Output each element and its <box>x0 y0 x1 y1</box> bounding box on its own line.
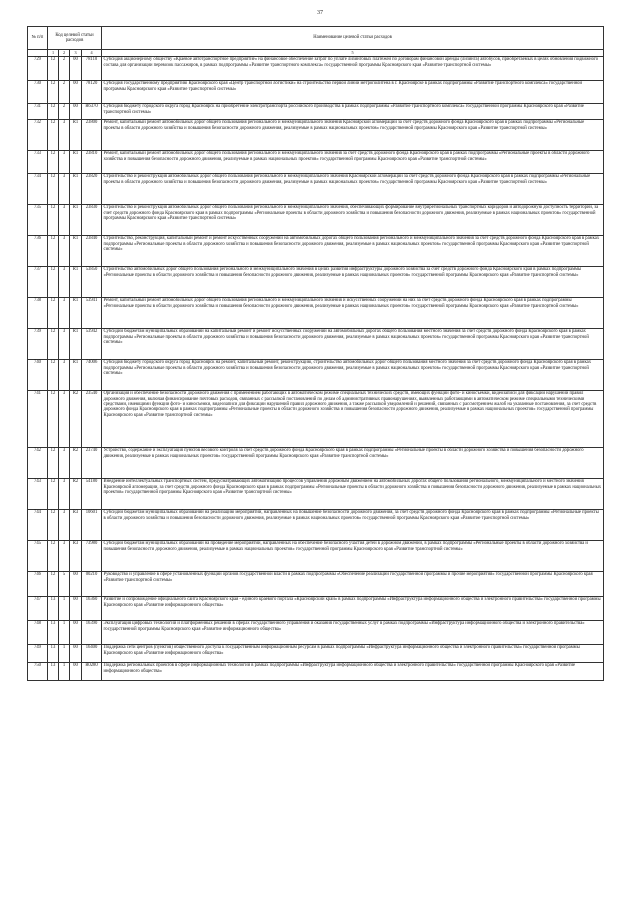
row-description: Строительство автомобильных дорог общего пользования регионального и межмуниципального значения в целях развития инфраструктуры дорожного хозяйства за счет средств дорожного фонда Красноярского края в рамках подпрограммы «Региональные проекты в области дорожного хозяйства и повышения безопасности дорожного движения, реализуемые в рамках национальных проектов» государственной программы Красноярского края «Развитие транспортной системы» <box>102 266 604 297</box>
row-description: Эксплуатация цифровых технологий и платформенных решений в сферах государственного управления и оказания государственных услуг в рамках подпрограммы «Инфраструктура информационного общества и электронного правительства» государственной программы Красноярского края «Развитие информационного общества» <box>102 620 604 644</box>
code-part-4: 10601 <box>82 509 102 540</box>
code-part-4: 16390 <box>82 620 102 644</box>
code-part-4: 78110 <box>82 56 102 80</box>
code-part-4: 53850 <box>82 266 102 297</box>
code-part-4: 78120 <box>82 80 102 103</box>
row-number: 729 <box>28 56 48 80</box>
row-number: 747 <box>28 596 48 620</box>
row-description: Строительство и реконструкция автомобильных дорог общего пользования регионального и межмуниципального значения, обеспечивающих формирование внутрирегиональных транспортных коридоров и автодорожную доступность территорий, за счет средств дорожного фонда Красноярского края в рамках подпрограммы «Региональные проекты в области дорожного хозяйства и повышения безопасности дорожного движения, реализуемые в рамках национальных проектов» государственной программы Красноярского края «Развитие транспортной системы» <box>102 204 604 235</box>
code-part-2: 2 <box>59 103 70 119</box>
code-part-1: 12 <box>48 571 59 596</box>
table-row <box>28 173 604 204</box>
table-row <box>28 204 604 235</box>
column-number: 4 <box>82 50 102 57</box>
row-number: 733 <box>28 150 48 173</box>
code-part-1: 12 <box>48 540 59 571</box>
row-description: Ремонт, капитальный ремонт автомобильных дорог общего пользования регионального и межмуниципального значения и искусственных сооружений на них за счет средств дорожного фонда Красноярского края в рамках подпрограммы «Региональные проекты в области дорожного хозяйства и повышения безопасности дорожного движения, реализуемые в рамках национальных проектов» государственной программы Красноярского края «Развитие транспортной системы» <box>102 297 604 328</box>
row-description: Субсидия акционерному обществу «Краевое автотранспортное предприятие» на финансовое обеспечение затрат по уплате лизинговых платежей по договорам финансовой аренды (лизинга) автобусов, приобретаемых в целях обновления подвижного состава для организации перевозок пассажиров, в рамках подпрограммы «Развитие транспортного комплекса» государственной программы Красноярского края «Развитие транспортной системы» <box>102 56 604 80</box>
code-part-1: 13 <box>48 662 59 680</box>
code-part-4: 00210 <box>82 571 102 596</box>
table-row <box>28 447 604 478</box>
code-part-2: 3 <box>59 328 70 359</box>
code-part-2: 1 <box>59 620 70 644</box>
row-number: 737 <box>28 266 48 297</box>
row-number: 738 <box>28 297 48 328</box>
code-part-1: 13 <box>48 596 59 620</box>
row-description: Строительство, реконструкция, капитальный ремонт и ремонт искусственных сооружений на автомобильных дорогах общего пользования регионального и межмуниципального значения за счет средств дорожного фонда Красноярского края в рамках подпрограммы «Региональные проекты в области дорожного хозяйства и повышения безопасности дорожного движения, реализуемые в рамках национальных проектов» государственной программы Красноярского края «Развитие транспортной системы» <box>102 235 604 266</box>
row-description: Внедрение интеллектуальных транспортных систем, предусматривающих автоматизацию процессов управления дорожным движением на автомобильных дорогах общего пользования регионального, межмуниципального и местного значения Красноярской агломерации, за счет средств дорожного фонда Красноярского края в рамках подпрограммы «Региональные проекты в области дорожного хозяйства и повышения безопасности дорожного движения, реализуемые в рамках национальных проектов» государственной программы Красноярского края «Развитие транспортной системы» <box>102 478 604 509</box>
code-part-1: 12 <box>48 509 59 540</box>
row-description: Руководство и управление в сфере установленных функций органов государственной власти в рамках подпрограммы «Обеспечение реализации государственной программы и прочие мероприятия» государственной программы Красноярского края «Развитие транспортной системы» <box>102 571 604 596</box>
code-part-2: 3 <box>59 119 70 150</box>
code-part-1: 12 <box>48 173 59 204</box>
code-part-1: 12 <box>48 235 59 266</box>
code-part-2: 3 <box>59 509 70 540</box>
code-part-3: R1 <box>70 150 82 173</box>
code-part-4: 23830 <box>82 204 102 235</box>
column-number <box>28 50 48 57</box>
code-part-1: 12 <box>48 266 59 297</box>
page-number: 37 <box>317 10 323 16</box>
code-part-4: 23540 <box>82 390 102 447</box>
code-part-1: 12 <box>48 328 59 359</box>
row-number: 730 <box>28 80 48 103</box>
row-description: Субсидия бюджету городского округа город Красноярск на ремонт, капитальный ремонт, реконструкцию, строительство автомобильных дорог общего пользования местного значения за счет средств дорожного фонда Красноярского края в рамках подпрограммы «Региональные проекты в области дорожного хозяйства и повышения безопасности дорожного движения, реализуемые в рамках национальных проектов» государственной программы Красноярского края «Развитие транспортной системы» <box>102 359 604 390</box>
table-row <box>28 571 604 596</box>
header-code-group: Код целевой статьи расходов <box>48 27 102 50</box>
code-part-2: 3 <box>59 359 70 390</box>
row-number: 739 <box>28 328 48 359</box>
row-description: Строительство и реконструкция автомобильных дорог общего пользования регионального и межмуниципального значения Красноярской агломерации за счет средств дорожного фонда Красноярского края в рамках подпрограммы «Региональные проекты в области дорожного хозяйства и повышения безопасности дорожного движения, реализуемые в рамках национальных проектов» государственной программы Красноярского края «Развитие транспортной системы» <box>102 173 604 204</box>
table-row <box>28 596 604 620</box>
code-part-3: 00 <box>70 571 82 596</box>
code-part-2: 3 <box>59 447 70 478</box>
row-number: 735 <box>28 204 48 235</box>
table-row <box>28 662 604 680</box>
code-part-2: 3 <box>59 173 70 204</box>
code-part-3: R3 <box>70 540 82 571</box>
code-part-3: R2 <box>70 447 82 478</box>
table-row <box>28 235 604 266</box>
row-description: Ремонт, капитальный ремонт автомобильных дорог общего пользования регионального и межмуниципального значения за счет средств дорожного фонда Красноярского края в рамках подпрограммы «Региональные проекты в области дорожного хозяйства и повышения безопасности дорожного движения, реализуемые в рамках национальных проектов» государственной программы Красноярского края «Развитие транспортной системы» <box>102 150 604 173</box>
row-number: 736 <box>28 235 48 266</box>
code-part-2: 3 <box>59 235 70 266</box>
code-part-3: R1 <box>70 173 82 204</box>
table-row <box>28 328 604 359</box>
column-number-row <box>28 50 604 57</box>
row-number: 734 <box>28 173 48 204</box>
table-row <box>28 390 604 447</box>
row-description: Субсидии бюджетам муниципальных образований на реализацию мероприятий, направленных на повышение безопасности дорожного движения, за счет средств дорожного фонда Красноярского края в рамках подпрограммы «Региональные проекты в области дорожного хозяйства и повышения безопасности дорожного движения, реализуемые в рамках национальных проектов» государственной программы Красноярского края «Развитие транспортной системы» <box>102 509 604 540</box>
code-part-1: 12 <box>48 359 59 390</box>
row-number: 749 <box>28 644 48 662</box>
table-row <box>28 103 604 119</box>
code-part-4: R6370 <box>82 103 102 119</box>
code-part-2: 3 <box>59 266 70 297</box>
code-part-3: R1 <box>70 235 82 266</box>
code-part-4: 23810 <box>82 150 102 173</box>
code-part-3: 00 <box>70 80 82 103</box>
code-part-2: 5 <box>59 571 70 596</box>
code-part-3: R2 <box>70 478 82 509</box>
budget-table <box>27 26 604 681</box>
row-description: Поддержка региональных проектов в сфере информационных технологий в рамках подпрограммы «Инфраструктура информационного общества и электронного правительства» государственной программы Красноярского края «Развитие информационного общества» <box>102 662 604 680</box>
row-description: Субсидия государственному предприятию Красноярского края «Центр транспортной логистики» на строительство первой линии метрополитена в г. Красноярске в рамках подпрограммы «Развитие транспортного комплекса» государственной программы Красноярского края «Развитие транспортной системы» <box>102 80 604 103</box>
code-part-3: R1 <box>70 204 82 235</box>
code-part-1: 12 <box>48 297 59 328</box>
code-part-3: R1 <box>70 119 82 150</box>
code-part-3: R1 <box>70 328 82 359</box>
row-description: Субсидии бюджетам муниципальных образований на проведение мероприятий, направленных на обеспечение безопасного участия детей в дорожном движении, в рамках подпрограммы «Региональные проекты в области дорожного хозяйства и повышения безопасности дорожного движения, реализуемые в рамках национальных проектов» государственной программы Красноярского края «Развитие транспортной системы» <box>102 540 604 571</box>
code-part-1: 12 <box>48 119 59 150</box>
code-part-2: 2 <box>59 56 70 80</box>
row-description: Развитие и сопровождение официального сайта Красноярского края - единого краевого портала «Красноярский край» в рамках подпрограммы «Инфраструктура информационного общества и электронного правительства» государственной программы Красноярского края «Развитие информационного общества» <box>102 596 604 620</box>
code-part-3: 00 <box>70 662 82 680</box>
row-number: 742 <box>28 447 48 478</box>
code-part-4: 16360 <box>82 596 102 620</box>
table-row <box>28 509 604 540</box>
row-number: 741 <box>28 390 48 447</box>
code-part-1: 12 <box>48 447 59 478</box>
row-number: 731 <box>28 103 48 119</box>
table-row <box>28 150 604 173</box>
code-part-4: 23820 <box>82 173 102 204</box>
table-row <box>28 56 604 80</box>
row-number: 732 <box>28 119 48 150</box>
code-part-1: 13 <box>48 644 59 662</box>
column-number: 3 <box>70 50 82 57</box>
code-part-3: 00 <box>70 644 82 662</box>
code-part-1: 12 <box>48 80 59 103</box>
table-row <box>28 359 604 390</box>
header-row <box>28 27 604 50</box>
code-part-2: 3 <box>59 390 70 447</box>
code-part-1: 12 <box>48 204 59 235</box>
table-row <box>28 266 604 297</box>
row-number: 746 <box>28 571 48 596</box>
header-num: № п/п <box>28 27 48 50</box>
code-part-4: 23740 <box>82 447 102 478</box>
code-part-2: 3 <box>59 540 70 571</box>
table-row <box>28 540 604 571</box>
table-row <box>28 644 604 662</box>
code-part-2: 1 <box>59 596 70 620</box>
code-part-4: 23800 <box>82 119 102 150</box>
code-part-1: 12 <box>48 103 59 119</box>
column-number: 1 <box>48 50 59 57</box>
column-number: 2 <box>59 50 70 57</box>
code-part-3: 00 <box>70 620 82 644</box>
row-number: 748 <box>28 620 48 644</box>
code-part-3: R1 <box>70 266 82 297</box>
table-row <box>28 620 604 644</box>
code-part-1: 13 <box>48 620 59 644</box>
column-number: 5 <box>102 50 604 57</box>
row-number: 750 <box>28 662 48 680</box>
row-number: 744 <box>28 509 48 540</box>
row-description: Поддержка сети центров (пунктов) общественного доступа к государственным информационным ресурсам в рамках подпрограммы «Инфраструктура информационного общества и электронного правительства» государственной программы Красноярского края «Развитие информационного общества» <box>102 644 604 662</box>
code-part-4: 16400 <box>82 644 102 662</box>
code-part-1: 12 <box>48 150 59 173</box>
code-part-4: 54180 <box>82 478 102 509</box>
code-part-4: 53942 <box>82 328 102 359</box>
table-row <box>28 297 604 328</box>
row-description: Организация и обеспечение безопасности дорожного движения с применением работающих в автоматическом режиме специальных технических средств, имеющих функции фото- и киносъемки, видеозаписи для фиксации нарушений правил дорожного движения, включая финансирование почтовых расходов, связанных с рассылкой постановлений по делам об административных правонарушениях, выявленных работающими в автоматическом режиме специальными техническими средствами, имеющими функции фото- и киносъемки, видеозаписи для фиксации нарушений правил дорожного движения, а также рассылкой уведомлений и решений, связанных с рассмотрением жалоб на указанные постановления, за счет средств дорожного фонда Красноярского края в рамках подпрограммы «Региональные проекты в области дорожного хозяйства и повышения безопасности дорожного движения, реализуемые в рамках национальных проектов» государственной программы Красноярского края «Развитие транспортной системы» <box>102 390 604 447</box>
code-part-3: 00 <box>70 103 82 119</box>
table-row <box>28 478 604 509</box>
code-part-4: 73980 <box>82 540 102 571</box>
row-description: Устройство, содержание и эксплуатация пунктов весового контроля за счет средств дорожного фонда Красноярского края в рамках подпрограммы «Региональные проекты в области дорожного хозяйства и повышения безопасности дорожного движения, реализуемые в рамках национальных проектов» государственной программы Красноярского края «Развитие транспортной системы» <box>102 447 604 478</box>
code-part-3: R2 <box>70 390 82 447</box>
row-number: 743 <box>28 478 48 509</box>
code-part-1: 12 <box>48 56 59 80</box>
row-number: 740 <box>28 359 48 390</box>
row-description: Субсидия бюджету городского округа город Красноярск на приобретение электротранспорта российского производства в рамках подпрограммы «Развитие транспортного комплекса» государственной программы Красноярского края «Развитие транспортной системы» <box>102 103 604 119</box>
code-part-1: 12 <box>48 390 59 447</box>
table-row <box>28 119 604 150</box>
code-part-4: 53941 <box>82 297 102 328</box>
code-part-2: 2 <box>59 80 70 103</box>
table-body <box>28 56 604 680</box>
header-name: Наименование целевой статьи расходов <box>102 27 604 50</box>
code-part-3: 00 <box>70 596 82 620</box>
code-part-3: R3 <box>70 509 82 540</box>
code-part-2: 3 <box>59 150 70 173</box>
row-description: Ремонт, капитальный ремонт автомобильных дорог общего пользования регионального и межмуниципального значения Красноярской агломерации за счет средств дорожного фонда Красноярского края в рамках подпрограммы «Региональные проекты в области дорожного хозяйства и повышения безопасности дорожного движения, реализуемые в рамках национальных проектов» государственной программы Красноярского края «Развитие транспортной системы» <box>102 119 604 150</box>
code-part-2: 3 <box>59 478 70 509</box>
code-part-3: R1 <box>70 297 82 328</box>
code-part-1: 12 <box>48 478 59 509</box>
row-description: Субсидии бюджетам муниципальных образований на капитальный ремонт и ремонт искусственных сооружений на автомобильных дорогах общего пользования местного значения за счет средств дорожного фонда Красноярского края в рамках подпрограммы «Региональные проекты в области дорожного хозяйства и повышения безопасности дорожного движения, реализуемые в рамках национальных проектов» государственной программы Красноярского края «Развитие транспортной системы» <box>102 328 604 359</box>
code-part-2: 3 <box>59 204 70 235</box>
code-part-2: 1 <box>59 644 70 662</box>
row-number: 745 <box>28 540 48 571</box>
code-part-4: 74006 <box>82 359 102 390</box>
code-part-4: R0280 <box>82 662 102 680</box>
code-part-3: R1 <box>70 359 82 390</box>
code-part-2: 1 <box>59 662 70 680</box>
code-part-3: 00 <box>70 56 82 80</box>
code-part-2: 3 <box>59 297 70 328</box>
table-row <box>28 80 604 103</box>
code-part-4: 23840 <box>82 235 102 266</box>
